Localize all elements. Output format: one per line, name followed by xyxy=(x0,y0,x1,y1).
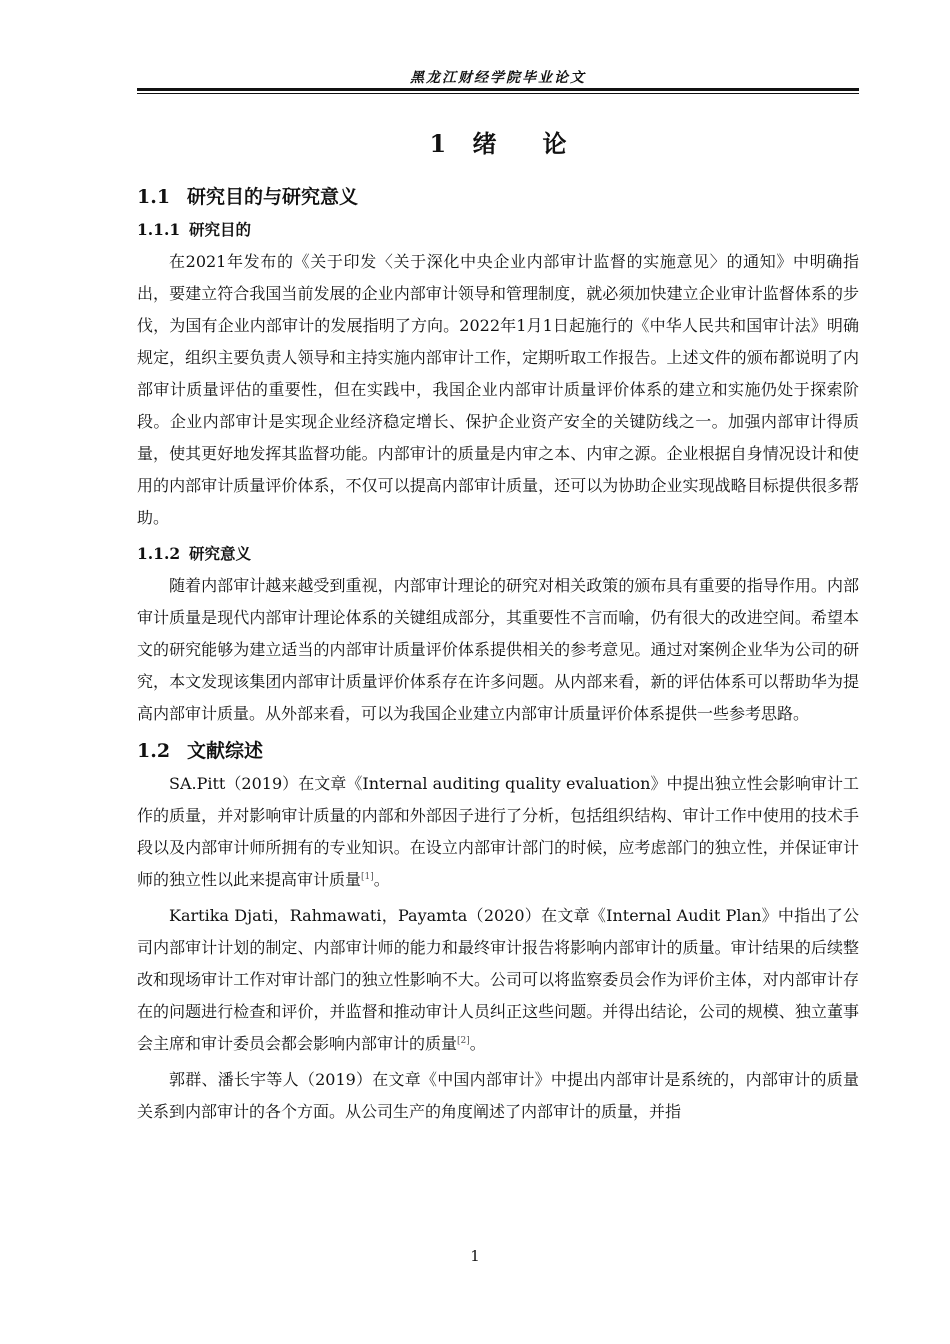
section-heading-1-2 xyxy=(137,734,859,768)
paragraph-text: Kartika Djati，Rahmawati，Payamta（2020）在文章《Internal Audit Plan》中指出了公司内部审计计划的制定、内部审计师的能力和最终审计报告将影响内部审计的质量。审计结果的后续整改和现场审计工作对审计部门的独立性影响不大。公司可以将监察委员会作为评价主体，对内部审计存在的问题进行检查和评价，并监督和推动审计人员纠正这些问题。并得出结论，公司的规模、独立董事会主席和审计委员会都会影响内部审计的质量 xyxy=(137,906,859,1053)
subsection-heading-1-1-2 xyxy=(137,538,859,570)
subsection-title: 研究目的 xyxy=(189,221,252,239)
paragraph-literature-guo: 郭群、潘长宇等人（2019）在文章《中国内部审计》中提出内部审计是系统的，内部审计的质量关系到内部审计的各个方面。从公司生产的角度阐述了内部审计的质量，并指 xyxy=(137,1070,859,1121)
paragraph-research-purpose: 在2021年发布的《关于印发〈关于深化中央企业内部审计监督的实施意见〉的通知》中明确指出，要建立符合我国当前发展的企业内部审计领导和管理制度，就必须加快建立企业审计监督体系的步伐，为国有企业内部审计的发展指明了方向。2022年1月1日起施行的《中华人民共和国审计法》明确规定，组织主要负责人领导和主持实施内部审计工作，定期听取工作报告。上述文件的颁布都说明了内部审计质量评估的重要性，但在实践中，我国企业内部审计质量评价体系的建立和实施仍处于探索阶段。企业内部审计是实现企业经济稳定增长、保护企业资产安全的关键防线之一。加强内部审计得质量，使其更好地发挥其监督功能。内部审计的质量是内审之本、内审之源。企业根据自身情况设计和使用的内部审计质量评价体系，不仅可以提高内部审计质量，还可以为协助企业实现战略目标提供很多帮助。 xyxy=(137,252,859,527)
subsection-title: 研究意义 xyxy=(189,545,252,563)
section-number: 1.2 xyxy=(137,740,171,762)
section-number: 1.1 xyxy=(137,186,171,208)
running-header: 黑龙江财经学院毕业论文 xyxy=(410,70,586,86)
subsection-heading-1-1-1 xyxy=(137,214,859,246)
paragraph-end: 。 xyxy=(469,1034,486,1053)
page-number: 1 xyxy=(470,1247,480,1265)
section-title: 文献综述 xyxy=(187,740,264,762)
paragraph-literature-djati xyxy=(137,900,859,1060)
chapter-title-part-1: 绪 xyxy=(472,129,497,158)
header-rule-thin xyxy=(137,93,859,94)
subsection-number: 1.1.2 xyxy=(137,544,181,563)
paragraph-end: 。 xyxy=(373,870,390,889)
section-title: 研究目的与研究意义 xyxy=(187,186,359,208)
chapter-title-part-2: 论 xyxy=(542,129,567,158)
document-body xyxy=(137,126,859,1132)
subsection-number: 1.1.1 xyxy=(137,220,181,239)
paragraph-research-significance: 随着内部审计越来越受到重视，内部审计理论的研究对相关政策的颁布具有重要的指导作用。内部审计质量是现代内部审计理论体系的关键组成部分，其重要性不言而喻，仍有很大的改进空间。希望本文的研究能够为建立适当的内部审计质量评价体系提供相关的参考意见。通过对案例企业华为公司的研究，本文发现该集团内部审计质量评价体系存在许多问题。从内部来看，新的评估体系可以帮助华为提高内部审计质量。从外部来看，可以为我国企业建立内部审计质量评价体系提供一些参考思路。 xyxy=(137,576,859,723)
citation-ref: [1] xyxy=(361,872,374,882)
header-rule-thick xyxy=(137,88,859,91)
citation-ref: [2] xyxy=(457,1036,470,1046)
chapter-number: 1 xyxy=(429,129,447,158)
paragraph-text: SA.Pitt（2019）在文章《Internal auditing quality evaluation》中提出独立性会影响审计工作的质量，并对影响审计质量的内部和外部因子进行了分析，包括组织结构、审计工作中使用的技术手段以及内部审计师所拥有的专业知识。在设立内部审计部门的时候，应考虑部门的独立性，并保证审计师的独立性以此来提高审计质量 xyxy=(137,774,859,889)
chapter-title xyxy=(137,126,859,162)
paragraph-literature-pitt xyxy=(137,768,859,896)
section-heading-1-1 xyxy=(137,180,859,214)
